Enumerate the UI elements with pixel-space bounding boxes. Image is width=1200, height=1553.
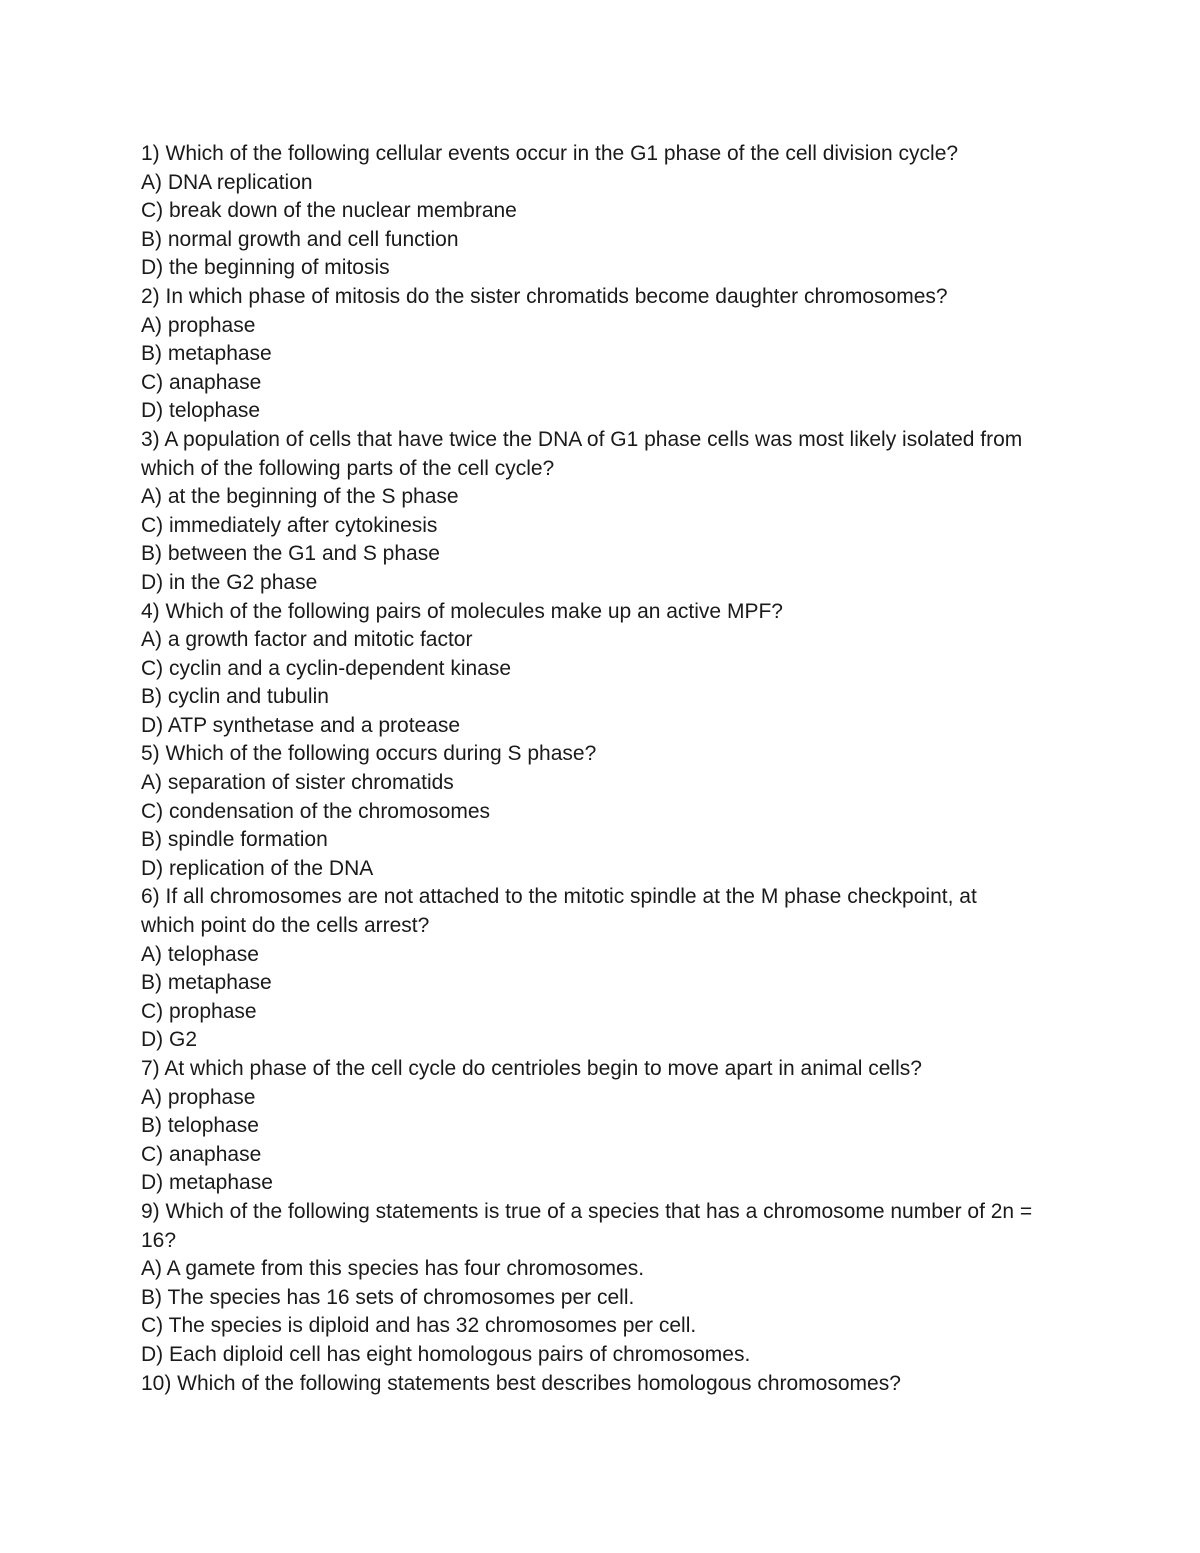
q7-option-a: A) prophase xyxy=(141,1085,256,1109)
q7-option-c: C) anaphase xyxy=(141,1142,262,1166)
q1-option-d: D) the beginning of mitosis xyxy=(141,256,390,280)
question-10: 10) Which of the following statements best describes homologous chromosomes? xyxy=(141,1371,901,1395)
q6-option-b: B) metaphase xyxy=(141,971,272,995)
q7-option-b: B) telophase xyxy=(141,1114,259,1138)
q4-option-b: B) cyclin and tubulin xyxy=(141,685,329,709)
q9-option-b: B) The species has 16 sets of chromosomes per cell. xyxy=(141,1285,635,1309)
q9-option-c: C) The species is diploid and has 32 chromosomes per cell. xyxy=(141,1314,697,1338)
q6-option-a: A) telophase xyxy=(141,942,259,966)
q3-option-b: B) between the G1 and S phase xyxy=(141,542,440,566)
quiz-text xyxy=(141,140,1071,1398)
q2-option-b: B) metaphase xyxy=(141,342,272,366)
question-7: 7) At which phase of the cell cycle do centrioles begin to move apart in animal cells? xyxy=(141,1057,922,1080)
question-6-line-2: which point do the cells arrest? xyxy=(141,914,430,938)
q2-option-c: C) anaphase xyxy=(141,370,262,394)
q3-option-d: D) in the G2 phase xyxy=(141,570,318,594)
q5-option-a: A) separation of sister chromatids xyxy=(141,771,454,795)
q1-option-c: C) break down of the nuclear membrane xyxy=(141,199,517,223)
q1-option-a: A) DNA replication xyxy=(141,170,313,194)
q6-option-c: C) prophase xyxy=(141,999,257,1023)
q4-option-c: C) cyclin and a cyclin-dependent kinase xyxy=(141,656,512,680)
q5-option-d: D) replication of the DNA xyxy=(141,856,374,880)
question-5: 5) Which of the following occurs during S phase? xyxy=(141,742,597,766)
question-3-line-2: which of the following parts of the cell cycle? xyxy=(141,456,555,480)
question-6-line-1: 6) If all chromosomes are not attached to the mitotic spindle at the M phase checkpoint, at xyxy=(141,885,977,909)
q6-option-d: D) G2 xyxy=(141,1028,198,1052)
q2-option-d: D) telophase xyxy=(141,399,261,423)
question-3-line-1: 3) A population of cells that have twice the DNA of G1 phase cells was most likely isolated from xyxy=(141,427,1023,451)
q5-option-c: C) condensation of the chromosomes xyxy=(141,799,491,823)
q4-option-d: D) ATP synthetase and a protease xyxy=(141,713,461,737)
q5-option-b: B) spindle formation xyxy=(141,828,328,852)
q3-option-c: C) immediately after cytokinesis xyxy=(141,513,438,537)
question-2: 2) In which phase of mitosis do the sister chromatids become daughter chromosomes? xyxy=(141,284,948,308)
q2-option-a: A) prophase xyxy=(141,313,256,337)
q9-option-a: A) A gamete from this species has four chromosomes. xyxy=(141,1257,645,1281)
q7-option-d: D) metaphase xyxy=(141,1171,273,1195)
question-1: 1) Which of the following cellular events occur in the G1 phase of the cell division cycle? xyxy=(141,142,959,165)
q1-option-b: B) normal growth and cell function xyxy=(141,227,459,251)
question-9-line-1: 9) Which of the following statements is true of a species that has a chromosome number of 2n = xyxy=(141,1199,1033,1223)
question-9-line-2: 16? xyxy=(141,1228,177,1252)
question-4: 4) Which of the following pairs of molecules make up an active MPF? xyxy=(141,599,783,623)
q4-option-a: A) a growth factor and mitotic factor xyxy=(141,628,473,652)
q3-option-a: A) at the beginning of the S phase xyxy=(141,485,459,509)
q9-option-d: D) Each diploid cell has eight homologous pairs of chromosomes. xyxy=(141,1342,751,1366)
